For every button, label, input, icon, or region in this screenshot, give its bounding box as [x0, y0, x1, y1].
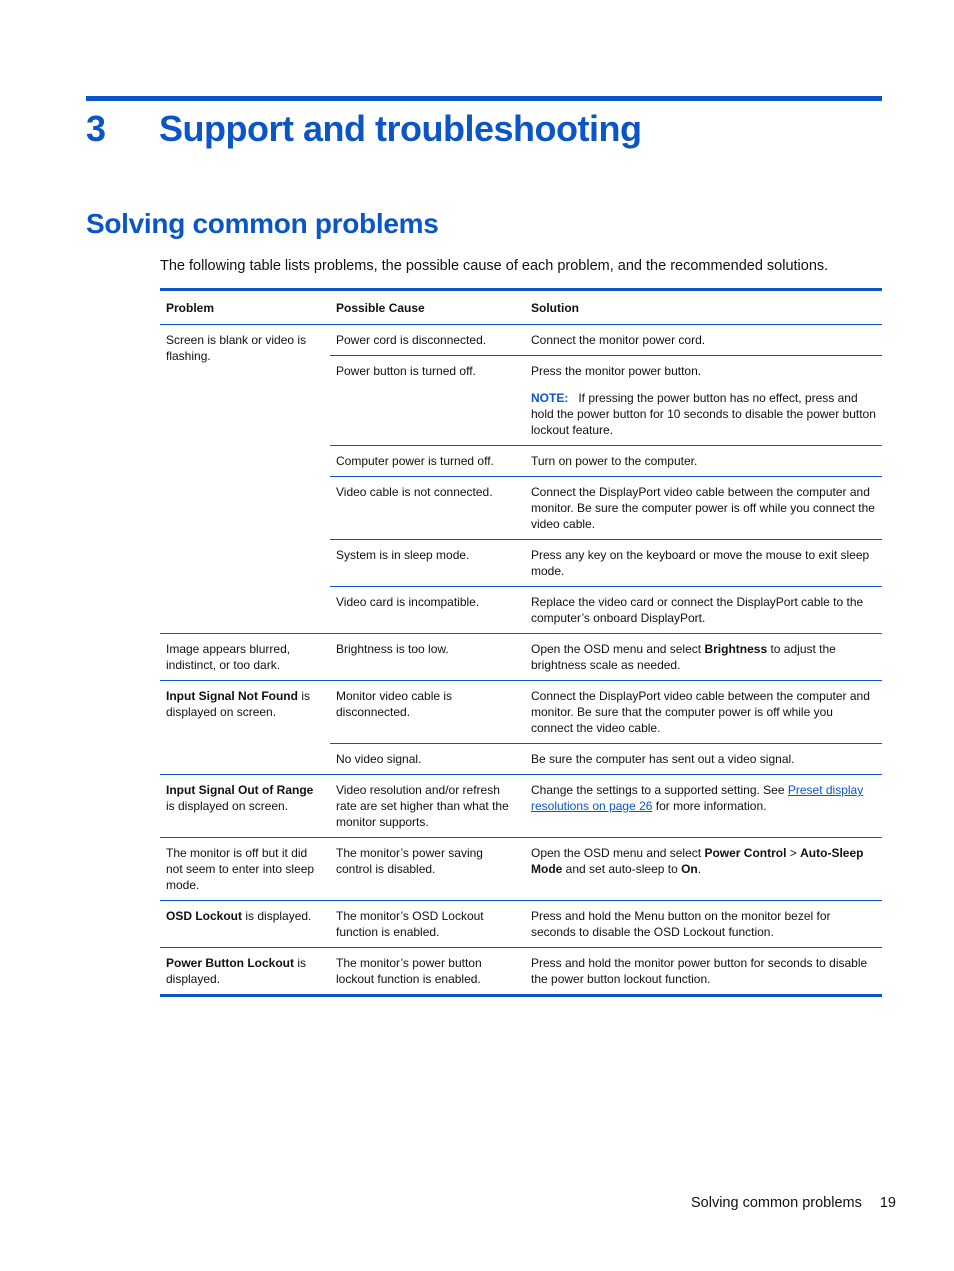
cause-cell: Monitor video cable is disconnected.	[330, 681, 525, 744]
problem-bold-text: OSD Lockout	[166, 909, 243, 923]
troubleshooting-table	[160, 288, 882, 997]
problem-cell	[160, 681, 330, 775]
solution-text: and set auto-sleep to	[562, 862, 682, 876]
header-possible-cause: Possible Cause	[330, 290, 525, 325]
table-row	[160, 901, 882, 948]
solution-cell: Replace the video card or connect the DisplayPort cable to the computer’s onboard DisplayPort.	[525, 587, 882, 634]
solution-cell	[525, 356, 882, 446]
cause-cell: Computer power is turned off.	[330, 446, 525, 477]
note-label: NOTE:	[531, 391, 569, 405]
problem-text: is displayed on screen.	[166, 689, 310, 719]
table-row	[160, 948, 882, 996]
cause-cell: The monitor’s power button lockout function is enabled.	[330, 948, 525, 996]
header-problem: Problem	[160, 290, 330, 325]
solution-cell: Press and hold the Menu button on the monitor bezel for seconds to disable the OSD Lockout function.	[525, 901, 882, 948]
chapter-title: Support and troubleshooting	[159, 108, 642, 149]
problem-text: is displayed.	[166, 956, 306, 986]
chapter-number: 3	[86, 108, 106, 149]
page-footer	[691, 1193, 896, 1213]
problem-cell	[160, 775, 330, 838]
solution-bold-text: On	[681, 862, 698, 876]
table-row	[160, 325, 882, 356]
cause-cell: System is in sleep mode.	[330, 540, 525, 587]
cause-cell: The monitor’s OSD Lockout function is enabled.	[330, 901, 525, 948]
solution-text: for more information.	[652, 799, 767, 813]
solution-text: Press the monitor power button.	[531, 364, 702, 378]
table-row	[160, 681, 882, 744]
note-text: If pressing the power button has no effect, press and hold the power button for 10 seconds to disable the power button lockout feature.	[531, 391, 876, 437]
cause-cell: Video cable is not connected.	[330, 477, 525, 540]
problem-bold-text: Power Button Lockout	[166, 956, 294, 970]
preset-resolutions-link[interactable]: Preset display resolutions on page 26	[531, 783, 864, 813]
solution-bold-text: Auto-Sleep Mode	[531, 846, 864, 876]
intro-paragraph: The following table lists problems, the possible cause of each problem, and the recommended solutions.	[160, 258, 829, 274]
chapter-heading	[86, 108, 641, 150]
solution-text: Open the OSD menu and select	[531, 846, 705, 860]
problem-bold-text: Input Signal Out of Range	[166, 783, 314, 797]
solution-text: Change the settings to a supported setting. See	[531, 783, 788, 797]
solution-cell: Connect the monitor power cord.	[525, 325, 882, 356]
problem-cell: Image appears blurred, indistinct, or too dark.	[160, 634, 330, 681]
solution-text: to adjust the brightness scale as needed.	[531, 642, 836, 672]
note	[531, 390, 876, 438]
solution-cell: Press and hold the monitor power button for seconds to disable the power button lockout function.	[525, 948, 882, 996]
solution-cell: Turn on power to the computer.	[525, 446, 882, 477]
header-solution: Solution	[525, 290, 882, 325]
problem-cell: Screen is blank or video is flashing.	[160, 325, 330, 634]
solution-cell: Connect the DisplayPort video cable between the computer and monitor. Be sure that the computer power is off while you connect the video cable.	[525, 681, 882, 744]
solution-bold-text: Brightness	[704, 642, 768, 656]
problem-cell	[160, 901, 330, 948]
solution-cell: Connect the DisplayPort video cable between the computer and monitor. Be sure the computer power is off while you connect the video cable.	[525, 477, 882, 540]
table-row	[160, 775, 882, 838]
problem-text: is displayed on screen.	[166, 799, 289, 813]
solution-cell	[525, 838, 882, 901]
solution-cell: Press any key on the keyboard or move the mouse to exit sleep mode.	[525, 540, 882, 587]
cause-cell: Video card is incompatible.	[330, 587, 525, 634]
footer-section-title: Solving common problems	[691, 1195, 862, 1211]
cause-cell: Video resolution and/or refresh rate are set higher than what the monitor supports.	[330, 775, 525, 838]
problem-text: is displayed.	[242, 909, 312, 923]
page-number: 19	[879, 1195, 896, 1211]
solution-text: >	[786, 846, 801, 860]
table-header-row	[160, 290, 882, 325]
problem-cell	[160, 948, 330, 996]
cause-cell: Brightness is too low.	[330, 634, 525, 681]
chapter-rule	[86, 96, 882, 101]
solution-cell: Be sure the computer has sent out a video signal.	[525, 744, 882, 775]
cause-cell: The monitor’s power saving control is disabled.	[330, 838, 525, 901]
solution-text: Open the OSD menu and select	[531, 642, 705, 656]
solution-cell	[525, 775, 882, 838]
cause-cell: Power button is turned off.	[330, 356, 525, 446]
solution-bold-text: Power Control	[704, 846, 787, 860]
table-row	[160, 634, 882, 681]
section-title: Solving common problems	[86, 208, 439, 239]
cause-cell: Power cord is disconnected.	[330, 325, 525, 356]
table-row	[160, 838, 882, 901]
problem-cell: The monitor is off but it did not seem to enter into sleep mode.	[160, 838, 330, 901]
solution-cell	[525, 634, 882, 681]
solution-text: .	[697, 862, 702, 876]
cause-cell: No video signal.	[330, 744, 525, 775]
problem-bold-text: Input Signal Not Found	[166, 689, 298, 703]
